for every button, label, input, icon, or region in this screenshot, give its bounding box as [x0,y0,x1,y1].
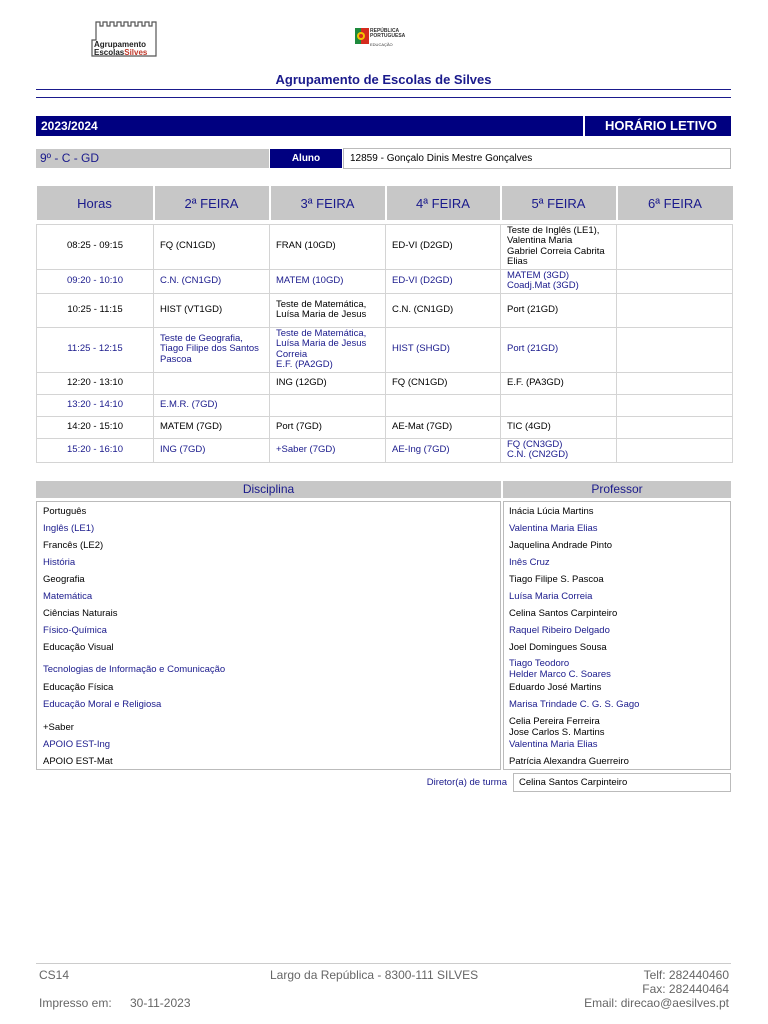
schedule-row [37,269,733,293]
class-director-label: Diretor(a) de turma [426,777,507,788]
header-divider-top [36,89,731,90]
class-cell: Teste de Inglês (LE1), Valentina Maria Gabriel Correia Cabrita Elias [501,224,617,269]
class-cell: AE-Mat (7GD) [386,416,501,438]
class-cell [617,293,733,327]
teacher-name: Celia Pereira Ferreira Jose Carlos S. Martins [509,716,605,738]
class-cell [270,394,386,416]
student-label: Aluno [270,149,342,168]
class-cell: C.N. (CN1GD) [154,269,270,293]
class-cell: ED-VI (D2GD) [386,224,501,269]
class-cell [617,438,733,462]
class-cell [154,372,270,394]
footer-address: Largo da República - 8300-111 SILVES [270,968,479,982]
subject-name: +Saber [43,722,74,733]
subject-name: Francês (LE2) [43,540,104,551]
subject-name: APOIO EST-Mat [43,756,113,767]
subject-name: Educação Visual [43,642,114,653]
class-cell [501,394,617,416]
footer-code: CS14 [39,968,70,982]
teacher-name: Inácia Lúcia Martins [509,506,594,517]
class-cell: FQ (CN1GD) [386,372,501,394]
subject-name: Físico-Química [43,625,107,636]
gov-logo-subtitle: EDUCAÇÃO [370,42,393,47]
subject-name: Tecnologias de Informação e Comunicação [43,664,226,675]
class-director: Celina Santos Carpinteiro [513,773,731,792]
time-slot: 11:25 - 12:15 [37,327,154,372]
schedule-row [37,416,733,438]
class-cell: Port (7GD) [270,416,386,438]
disciplina-list [36,501,501,770]
header-hours: Horas [37,186,154,220]
disciplina-header: Disciplina [36,481,501,498]
professor-header: Professor [503,481,731,498]
time-slot: 08:25 - 09:15 [37,224,154,269]
class-cell: E.F. (PA3GD) [501,372,617,394]
footer-fax: Fax: 282440464 [642,982,729,996]
teacher-name: Raquel Ribeiro Delgado [509,625,610,636]
class-cell [386,394,501,416]
class-cell: Teste de Matemática, Luísa Maria de Jesus [270,293,386,327]
subject-name: Matemática [43,591,93,602]
class-cell [617,372,733,394]
time-slot: 10:25 - 11:15 [37,293,154,327]
schedule-row [37,438,733,462]
government-logo [355,28,415,50]
subject-name: Ciências Naturais [43,608,118,619]
class-cell [617,269,733,293]
teacher-name: Celina Santos Carpinteiro [509,608,618,619]
logo-line2: EscolasSilves [94,48,148,57]
header-thursday: 5ª FEIRA [501,186,617,220]
teacher-name: Luísa Maria Correia [509,591,593,602]
gov-logo-text: REPÚBLICA PORTUGUESA [370,28,406,39]
schedule-row [37,394,733,416]
footer-divider [36,963,731,964]
class-cell: TIC (4GD) [501,416,617,438]
teacher-name: Inês Cruz [509,557,550,568]
subject-name: Inglês (LE1) [43,523,95,534]
class-cell: MATEM (7GD) [154,416,270,438]
professor-list [503,501,731,770]
class-cell: E.M.R. (7GD) [154,394,270,416]
time-slot: 14:20 - 15:10 [37,416,154,438]
class-cell: FRAN (10GD) [270,224,386,269]
class-cell: ING (12GD) [270,372,386,394]
class-cell: Teste de Geografia, Tiago Filipe dos Santos Pascoa [154,327,270,372]
class-cell: MATEM (3GD) Coadj.Mat (3GD) [501,269,617,293]
time-slot: 15:20 - 16:10 [37,438,154,462]
class-cell: ING (7GD) [154,438,270,462]
school-year: 2023/2024 [36,116,583,136]
class-cell: Teste de Matemática, Luísa Maria de Jesus Correia E.F. (PA2GD) [270,327,386,372]
schedule-row [37,224,733,269]
time-slot: 12:20 - 13:10 [37,372,154,394]
class-name: 9º - C - GD [36,149,269,168]
class-cell: FQ (CN3GD) C.N. (CN2GD) [501,438,617,462]
class-cell: Port (21GD) [501,293,617,327]
schedule-row [37,327,733,372]
time-slot: 13:20 - 14:10 [37,394,154,416]
class-cell [617,394,733,416]
footer-printed-date: 30-11-2023 [130,996,191,1010]
class-cell: FQ (CN1GD) [154,224,270,269]
subject-name: Geografia [43,574,85,585]
footer-email: Email: direcao@aesilves.pt [584,996,729,1010]
teacher-name: Jaquelina Andrade Pinto [509,540,612,551]
school-name: Agrupamento de Escolas de Silves [275,72,492,87]
class-cell [617,416,733,438]
header-divider-bottom [36,97,731,98]
header-wednesday: 4ª FEIRA [386,186,501,220]
class-cell: MATEM (10GD) [270,269,386,293]
subject-name: História [43,557,76,568]
student-name: 12859 - Gonçalo Dinis Mestre Gonçalves [343,148,731,169]
class-cell [617,224,733,269]
schedule-row [37,293,733,327]
header-friday: 6ª FEIRA [617,186,733,220]
class-cell: HIST (VT1GD) [154,293,270,327]
teacher-name: Tiago Teodoro Helder Marco C. Soares [509,658,611,680]
schedule-header-row [37,186,733,220]
school-logo [90,18,160,58]
class-cell: Port (21GD) [501,327,617,372]
header-monday: 2ª FEIRA [154,186,270,220]
header-tuesday: 3ª FEIRA [270,186,386,220]
class-cell: C.N. (CN1GD) [386,293,501,327]
republic-emblem-icon [355,28,369,44]
subject-name: Português [43,506,87,517]
teacher-name: Valentina Maria Elias [509,739,598,750]
teacher-name: Marisa Trindade C. G. S. Gago [509,699,640,710]
class-cell [617,327,733,372]
footer-phone: Telf: 282440460 [643,968,729,982]
logo-line1: Agrupamento [94,40,146,49]
schedule-type: HORÁRIO LETIVO [585,116,731,136]
schedule-table [36,186,733,463]
teacher-name: Valentina Maria Elias [509,523,598,534]
subject-name: Educação Moral e Religiosa [43,699,162,710]
footer-printed-label: Impresso em: [39,996,112,1010]
teacher-name: Joel Domingues Sousa [509,642,607,653]
subject-name: APOIO EST-Ing [43,739,111,750]
teacher-name: Eduardo José Martins [509,682,602,693]
class-cell: +Saber (7GD) [270,438,386,462]
schedule-row [37,372,733,394]
teacher-name: Tiago Filipe S. Pascoa [509,574,604,585]
subject-name: Educação Física [43,682,114,693]
class-cell: ED-VI (D2GD) [386,269,501,293]
teacher-name: Patrícia Alexandra Guerreiro [509,756,629,767]
time-slot: 09:20 - 10:10 [37,269,154,293]
class-cell: AE-Ing (7GD) [386,438,501,462]
class-cell: HIST (SHGD) [386,327,501,372]
